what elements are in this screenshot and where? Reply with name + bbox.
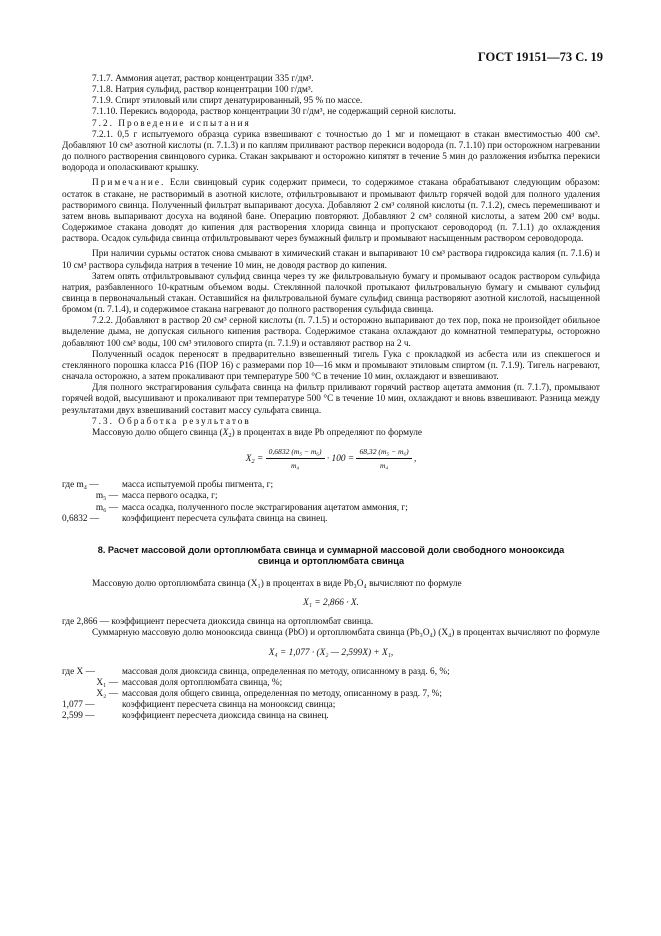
fraction-2-numerator: 68,32 (m₅ − m₆)	[356, 446, 411, 459]
definition-row: X₁ — массовая доля ортоплюмбата свинца, %;	[96, 677, 283, 688]
formula-intro-pre: Массовую долю общего свинца (	[92, 427, 223, 438]
paragraph-7-1-9: 7.1.9. Спирт этиловый или спирт денатурированный, 95 % по массе.	[92, 96, 363, 107]
note-label: Примечание.	[92, 178, 166, 189]
paragraph-7-1-8: 7.1.8. Натрия сульфид, раствор концентрации 100 г/дм³.	[92, 85, 313, 96]
paragraph-7-2-1: 7.2.1. 0,5 г испытуемого образца сурика взвешивают с точностью до 1 мг и помещают в стакан вместимостью 400 см³. Добавляют 10 см³ азотной кислоты (п. 7.1.3) и по каплям приливают раствор перекиси водорода (п. 7.1.10) при осторожном нагревании до полного растворения свинцового сурика. Стакан закрывают и осторожно кипятят в течение 5 мин до разложения избытка перекиси водорода и ополаскивают крышку.	[62, 129, 600, 174]
definition-row: m₆ — масса осадка, полученного после экстрагирования ацетатом аммония, г;	[95, 502, 408, 513]
heading-7-2: 7.2. Проведение испытания	[92, 118, 251, 129]
formula-fraction-1	[266, 446, 325, 471]
document-body	[62, 74, 600, 723]
definition-row: где m₄ — масса испытуемой пробы пигмента, г;	[62, 480, 274, 491]
paragraph-antimony: При наличии сурьмы остаток снова смывают в химический стакан и выпаривают 10 см³ раствора гидроксида калия (п. 7.1.6) и 10 см³ раствора сульфида натрия в течение 10 мин, не доводя раствор до кипения.	[62, 249, 600, 271]
paragraph-coefficient: где 2,866 — коэффициент пересчета диоксида свинца на ортоплюмбат свинца.	[62, 617, 374, 628]
note-text: Если свинцовый сурик содержит примеси, то содержимое стакана обрабатывают следующим образом: остаток в стакане, не растворимый в азотной кислоте, отфильтровывают и промывают фильтр горячей водой для полного удаления растворимого свинца. Полученный фильтрат выпаривают досуха. Добавляют 2 см³ соляной кислоты (п. 7.1.2), смесь перемешивают и затем вновь выпаривают досуха на водяной бане. Операцию повторяют. Добавляют 2 см³ соляной кислоты, а затем 200 см³ воды. Содержимое стакана доводят до кипения для растворения хлорида свинца и пропускают сероводород (п. 7.1.1) до охлаждения раствора. Осадок сульфида свинца отфильтровывают через бумажный фильтр и промывают насыщенным раствором сероводорода.	[62, 178, 600, 245]
formula-lead-total	[62, 446, 600, 471]
formula-intro-var: X	[222, 427, 229, 438]
paragraph-7-1-7: 7.1.7. Аммония ацетат, раствор концентрации 335 г/дм³.	[92, 74, 314, 84]
paragraph-formula-intro	[62, 428, 600, 439]
definition-row: 0,6832 — коэффициент пересчета сульфата свинца на свинец.	[62, 513, 328, 524]
paragraph-7-2-2: 7.2.2. Добавляют в раствор 20 см³ серной кислоты (п. 7.1.5) и осторожно выпаривают до тех пор, пока не произойдет обильное выделение дыма, не допуская сильного кипения раствора. Содержимое стакана охлаждают до комнатной температуры, осторожно добавляют 100 см³ воды, 100 см³ этилового спирта (п. 7.1.9) и оставляют раствор на 2 ч.	[62, 316, 600, 349]
formula-intro-sub: 2	[228, 431, 232, 439]
formula-multiplier: · 100 =	[326, 453, 355, 464]
definition-row: 1,077 — коэффициент пересчета свинца на монооксид свинца;	[62, 700, 336, 711]
paragraph-filter: Затем опять отфильтровывают сульфид свинца через ту же фильтровальную бумагу и промывают осадок раствором сульфида натрия, разбавленного 10-кратным объемом воды. Стеклянной палочкой протыкают фильтровальную бумагу и смывают сульфид свинца в первоначальный стакан. Оставшийся на фильтровальной бумаге сульфид свинца растворяют азотной кислотой, насыщенной бромом (п. 7.1.4), и содержимое стакана нагревают до полного растворения сульфида свинца.	[62, 271, 600, 316]
formula-end: ,	[413, 453, 417, 464]
definition-row: m₅ — масса первого осадка, г;	[95, 491, 218, 502]
fraction-1-denominator: m₄	[291, 461, 300, 471]
formula-fraction-2	[356, 446, 411, 471]
formula-sum: X₄ = 1,077 · (X₂ — 2,599X) + X₁,	[268, 647, 394, 658]
paragraph-sum-fraction: Суммарную массовую долю монооксида свинца (PbO) и ортоплюмбата свинца (Pb₃O₄) (X₄) в процентах вычисляют по формуле	[92, 628, 600, 639]
formula-orthoplumbate: X₁ = 2,866 · X.	[303, 598, 359, 609]
definition-row: где X — массовая доля диоксида свинца, определенная по методу, описанному в разд. 6, %;	[62, 666, 450, 677]
paragraph-extraction: Для полного экстрагирования сульфата свинца на фильтр приливают горячий раствор ацетата аммония (п. 7.1.7), промывают горячей водой, высушивают и прокаливают при температуре 500 °С в течение 10 мин, охлаждают и вновь взвешивают. Разница между результатами двух взвешиваний составит массу сульфата свинца.	[62, 383, 600, 416]
paragraph-orthoplumbate: Массовую долю ортоплюмбата свинца (X₁) в процентах в виде Pb₃O₄ вычисляют по формуле	[92, 578, 462, 589]
section-8-heading: 8. Расчет массовой доли ортоплюмбата свинца и суммарной массовой доли свободного монооксида свинца и ортоплюмбата свинца	[97, 544, 565, 566]
definition-row: 2,599 — коэффициент пересчета диоксида свинца на свинец.	[62, 711, 329, 722]
heading-7-3: 7.3. Обработка результатов	[92, 416, 251, 427]
definition-row: X₂ — массовая доля общего свинца, определенная по методу, описанному в разд. 7, %;	[96, 689, 442, 700]
definitions-list-1	[62, 480, 600, 525]
paragraph-precipitate: Полученный осадок переносят в предварительно взвешенный тигель Гука с прокладкой из асбеста или из спекшегося и стеклянного порошка класса Р16 (ПОР 16) с размерами пор 10—16 мкм и промывают этиловым спиртом (п. 7.1.9). Тигель нагревают, сначала осторожно, а затем прокаливают при температуре 500 °С в течение 10 мин, охлаждают и взвешивают.	[62, 349, 600, 383]
paragraph-7-1-10: 7.1.10. Перекись водорода, раствор концентрации 30 г/дм³, не содержащий серной кислоты.	[92, 107, 457, 118]
fraction-2-denominator: m₄	[379, 461, 389, 471]
fraction-1-numerator: 0,6832 (m₅ − m₆)	[266, 446, 325, 459]
formula-lhs: $X_2$ =	[245, 453, 264, 465]
formula-intro-post: ) в процентах в виде Pb определяют по формуле	[231, 427, 423, 438]
note-paragraph	[62, 178, 600, 245]
definitions-list-2	[62, 667, 600, 723]
page-header: ГОСТ 19151—73 С. 19	[477, 50, 603, 64]
